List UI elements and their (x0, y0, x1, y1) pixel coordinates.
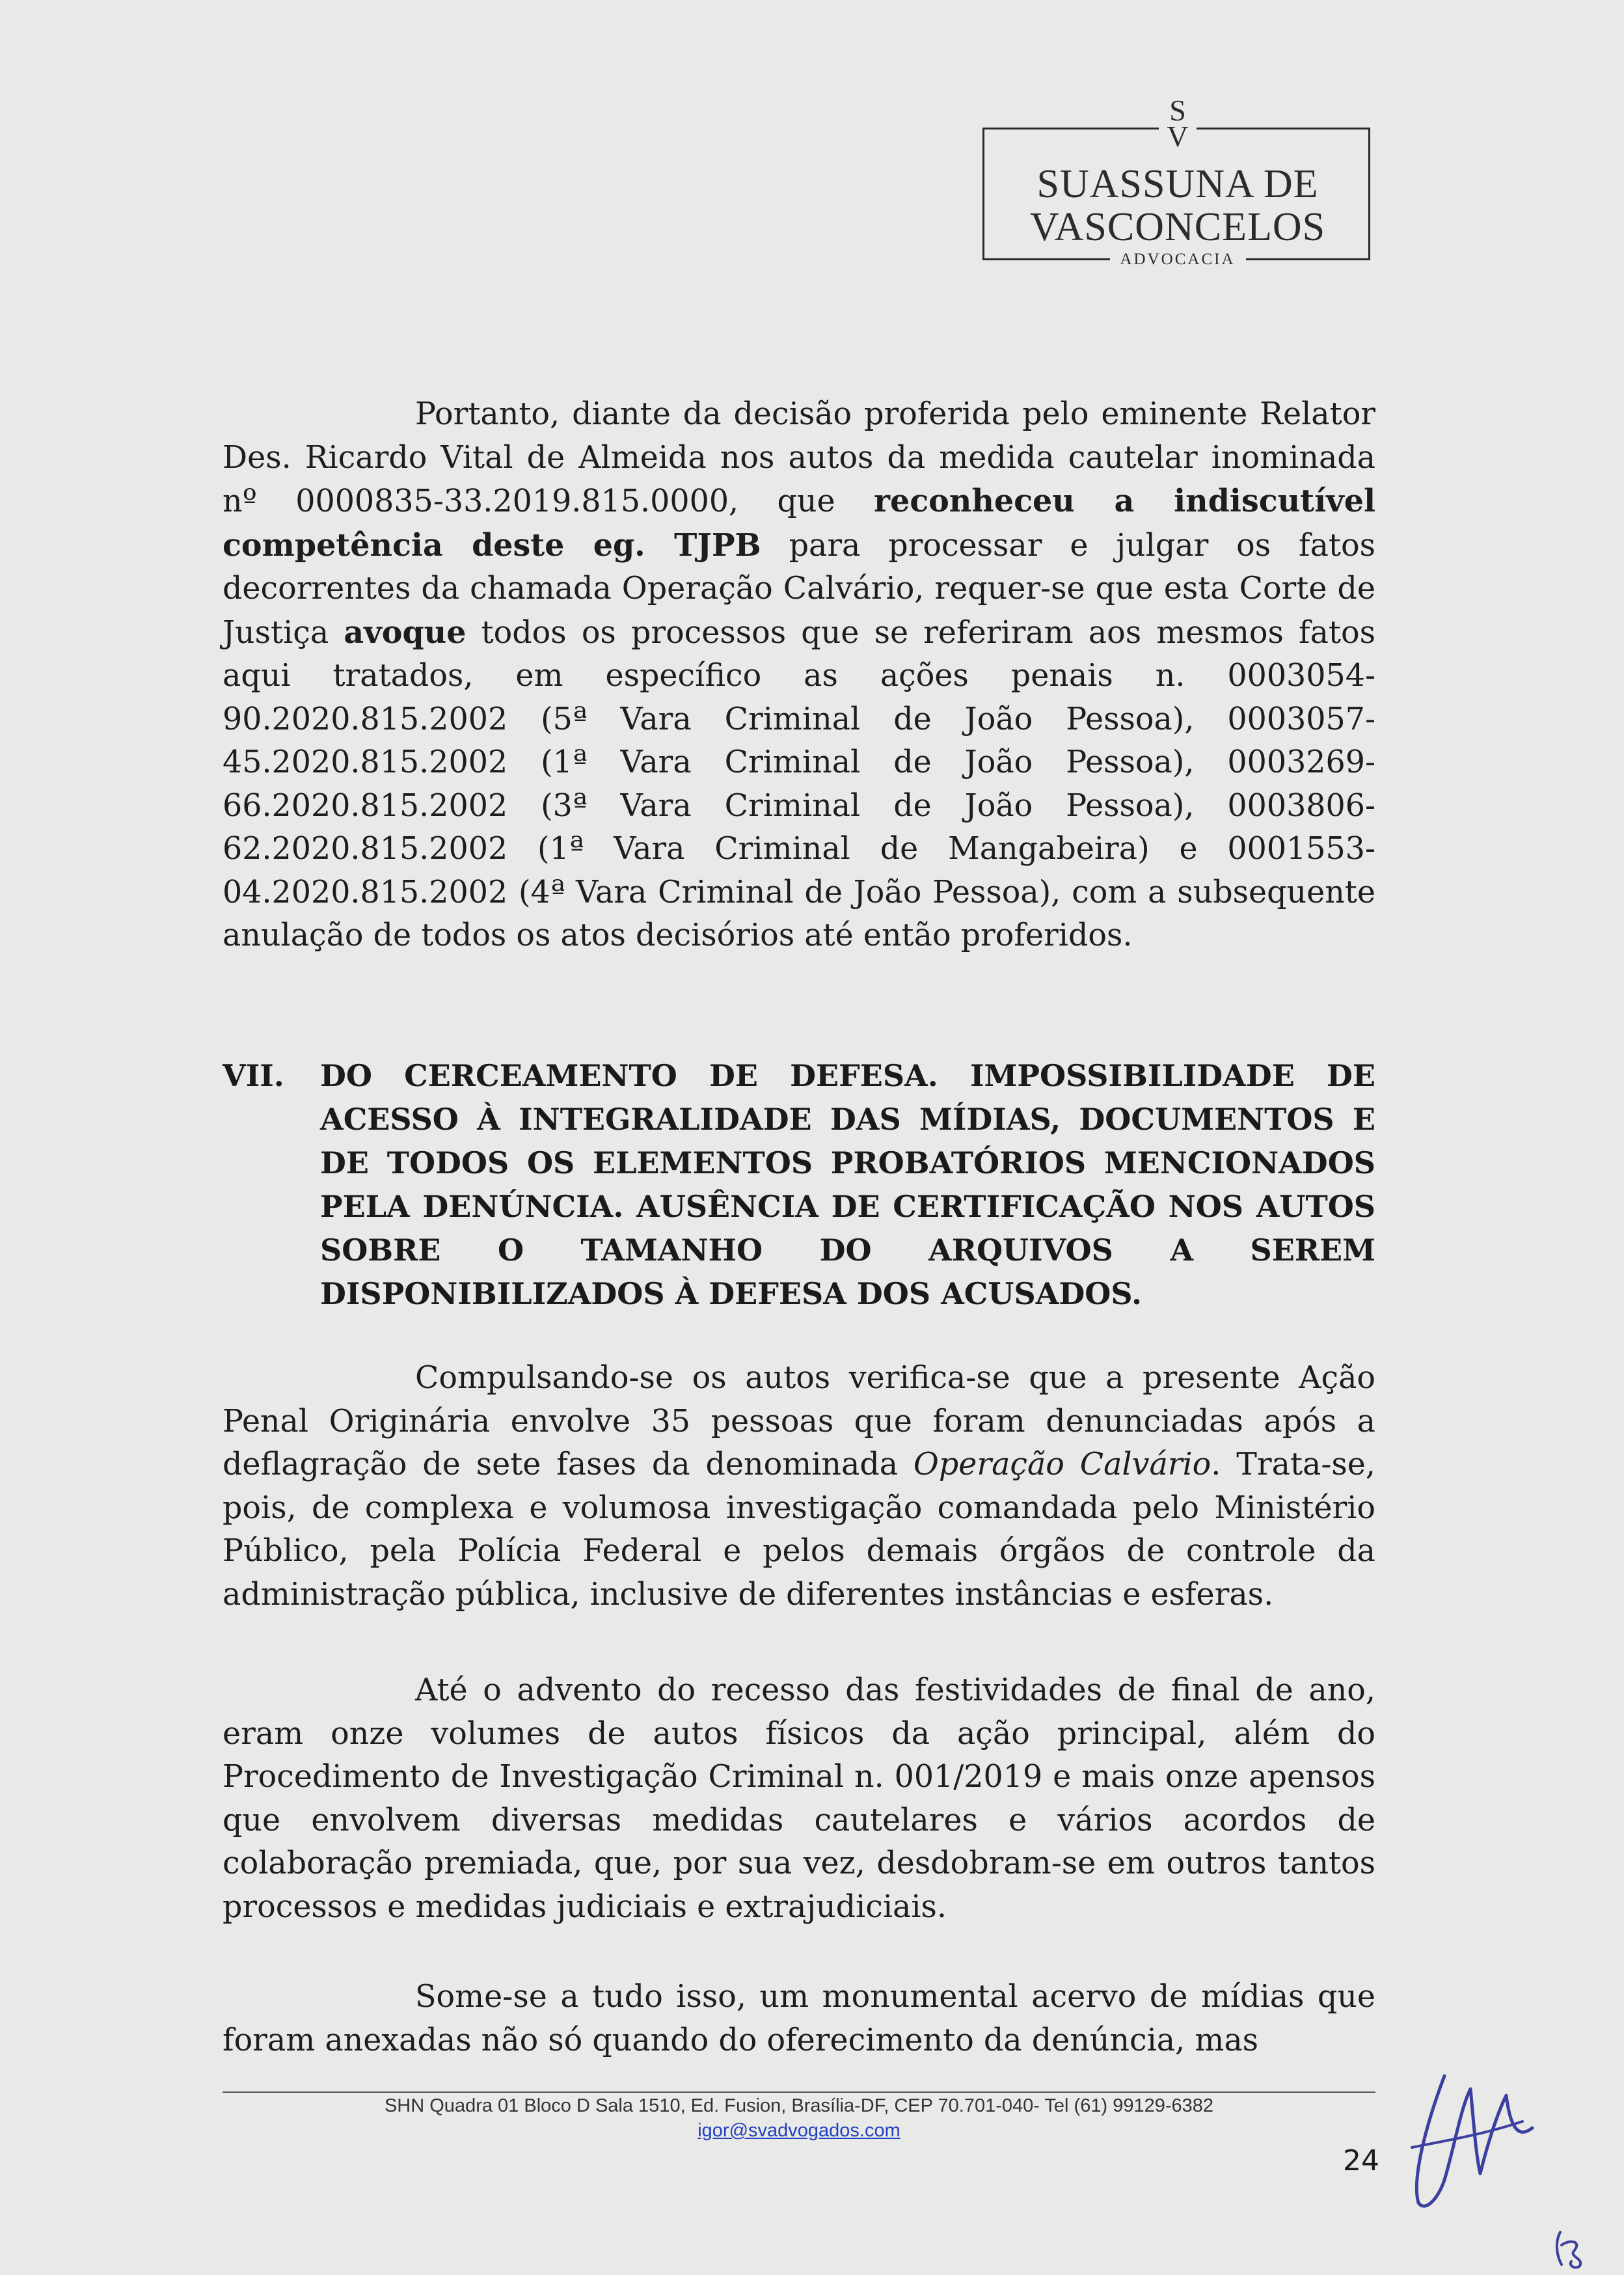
logo-subtitle (982, 250, 1373, 269)
text-run: para processar e julgar os fatos decorrentes da chamada Operação Calvário, requer-se que esta Corte de Justiça (223, 527, 1375, 651)
paragraph-conclusion (223, 393, 1375, 958)
section-title: DO CERCEAMENTO DE DEFESA. IMPOSSIBILIDADE DE ACESSO À INTEGRALIDADE DAS MÍDIAS, DOCUMENTOS E DE TODOS OS ELEMENTOS PROBATÓRIOS MENCIONADOS PELA DENÚNCIA. AUSÊNCIA DE CERTIFICAÇÃO NOS AUTOS SOBRE O TAMANHO DO ARQUIVOS A SEREM DISPONIBILIZADOS À DEFESA DOS ACUSADOS. (320, 1058, 1375, 1311)
footer-email-link[interactable]: igor@svadvogados.com (697, 2120, 900, 2141)
logo-monogram-s: S (1169, 94, 1186, 127)
section-heading (223, 1054, 1375, 1316)
italic-run: Operação Calvário (913, 1447, 1211, 1482)
bold-run: avoque (344, 614, 467, 651)
paragraph-text (223, 1357, 1375, 1616)
logo-name-line2: VASCONCELOS (1029, 205, 1326, 249)
logo-monogram-v: V (1167, 120, 1189, 153)
text-run: todos os processos que se referiram aos mesmos fatos aqui tratados, em específico as ações penais n. 0003054-90.2020.815.2002 (5ª Vara Criminal de João Pessoa), 0003057-45.2020.815.2002 (1ª Vara Criminal de João Pessoa), 0003269-66.2020.815.2002 (3ª Vara Criminal de João Pessoa), 0003806-62.2020.815.2002 (1ª Vara Criminal de Mangabeira) e 0001553-04.2020.815.2002 (4ª Vara Criminal de João Pessoa), com a subsequente anulação de todos os atos decisórios até então proferidos. (223, 614, 1375, 953)
footer-divider (223, 2091, 1375, 2093)
page-number: 24 (1343, 2144, 1379, 2177)
footer-address: SHN Quadra 01 Bloco D Sala 1510, Ed. Fusion, Brasília-DF, CEP 70.701-040- Tel (61) 99129-6382 (384, 2095, 1214, 2116)
firm-logo (982, 94, 1373, 268)
paragraph-midias (223, 1976, 1375, 2062)
paragraph-text: Até o advento do recesso das festividades de final de ano, eram onze volumes de autos físicos da ação principal, além do Procedimento de Investigação Criminal n. 001/2019 e mais onze apensos que envolvem diversas medidas cautelares e vários acordos de colaboração premiada, que, por sua vez, desdobram-se em outros tantos processos e medidas judiciais e extrajudiciais. (223, 1672, 1375, 1925)
logo-subtitle-text: ADVOCACIA (1110, 251, 1246, 268)
logo-name-line1: SUASSUNA DE (1036, 162, 1319, 206)
paragraph-text (223, 393, 1375, 958)
text-run: . Trata-se, pois, de complexa e volumosa investigação comandada pelo Ministério Público, pela Polícia Federal e pelos demais órgãos de controle da administração pública, inclusive de diferentes instâncias e esferas. (223, 1447, 1375, 1613)
bold-run: reconheceu a indiscutível competência deste eg. TJPB (223, 483, 1376, 564)
page-initials (1549, 2226, 1594, 2271)
logo-name (982, 163, 1373, 249)
signature-rubric (1399, 2050, 1542, 2219)
paragraph-recesso (223, 1669, 1375, 1929)
section-number: VII. (223, 1058, 284, 1093)
paragraph-compulsando (223, 1357, 1375, 1616)
logo-monogram (982, 94, 1373, 153)
text-run: Portanto, diante da decisão proferida pelo eminente Relator Des. Ricardo Vital de Almeida nos autos da medida cautelar inominada nº 0000835-33.2019.815.0000, que (223, 396, 1375, 519)
text-run: Compulsando-se os autos verifica-se que a presente Ação Penal Originária envolve 35 pessoas que foram denunciadas após a deflagração de sete fases da denominada (223, 1360, 1375, 1482)
paragraph-text: Some-se a tudo isso, um monumental acervo de mídias que foram anexadas não só quando do oferecimento da denúncia, mas (223, 1979, 1375, 2058)
